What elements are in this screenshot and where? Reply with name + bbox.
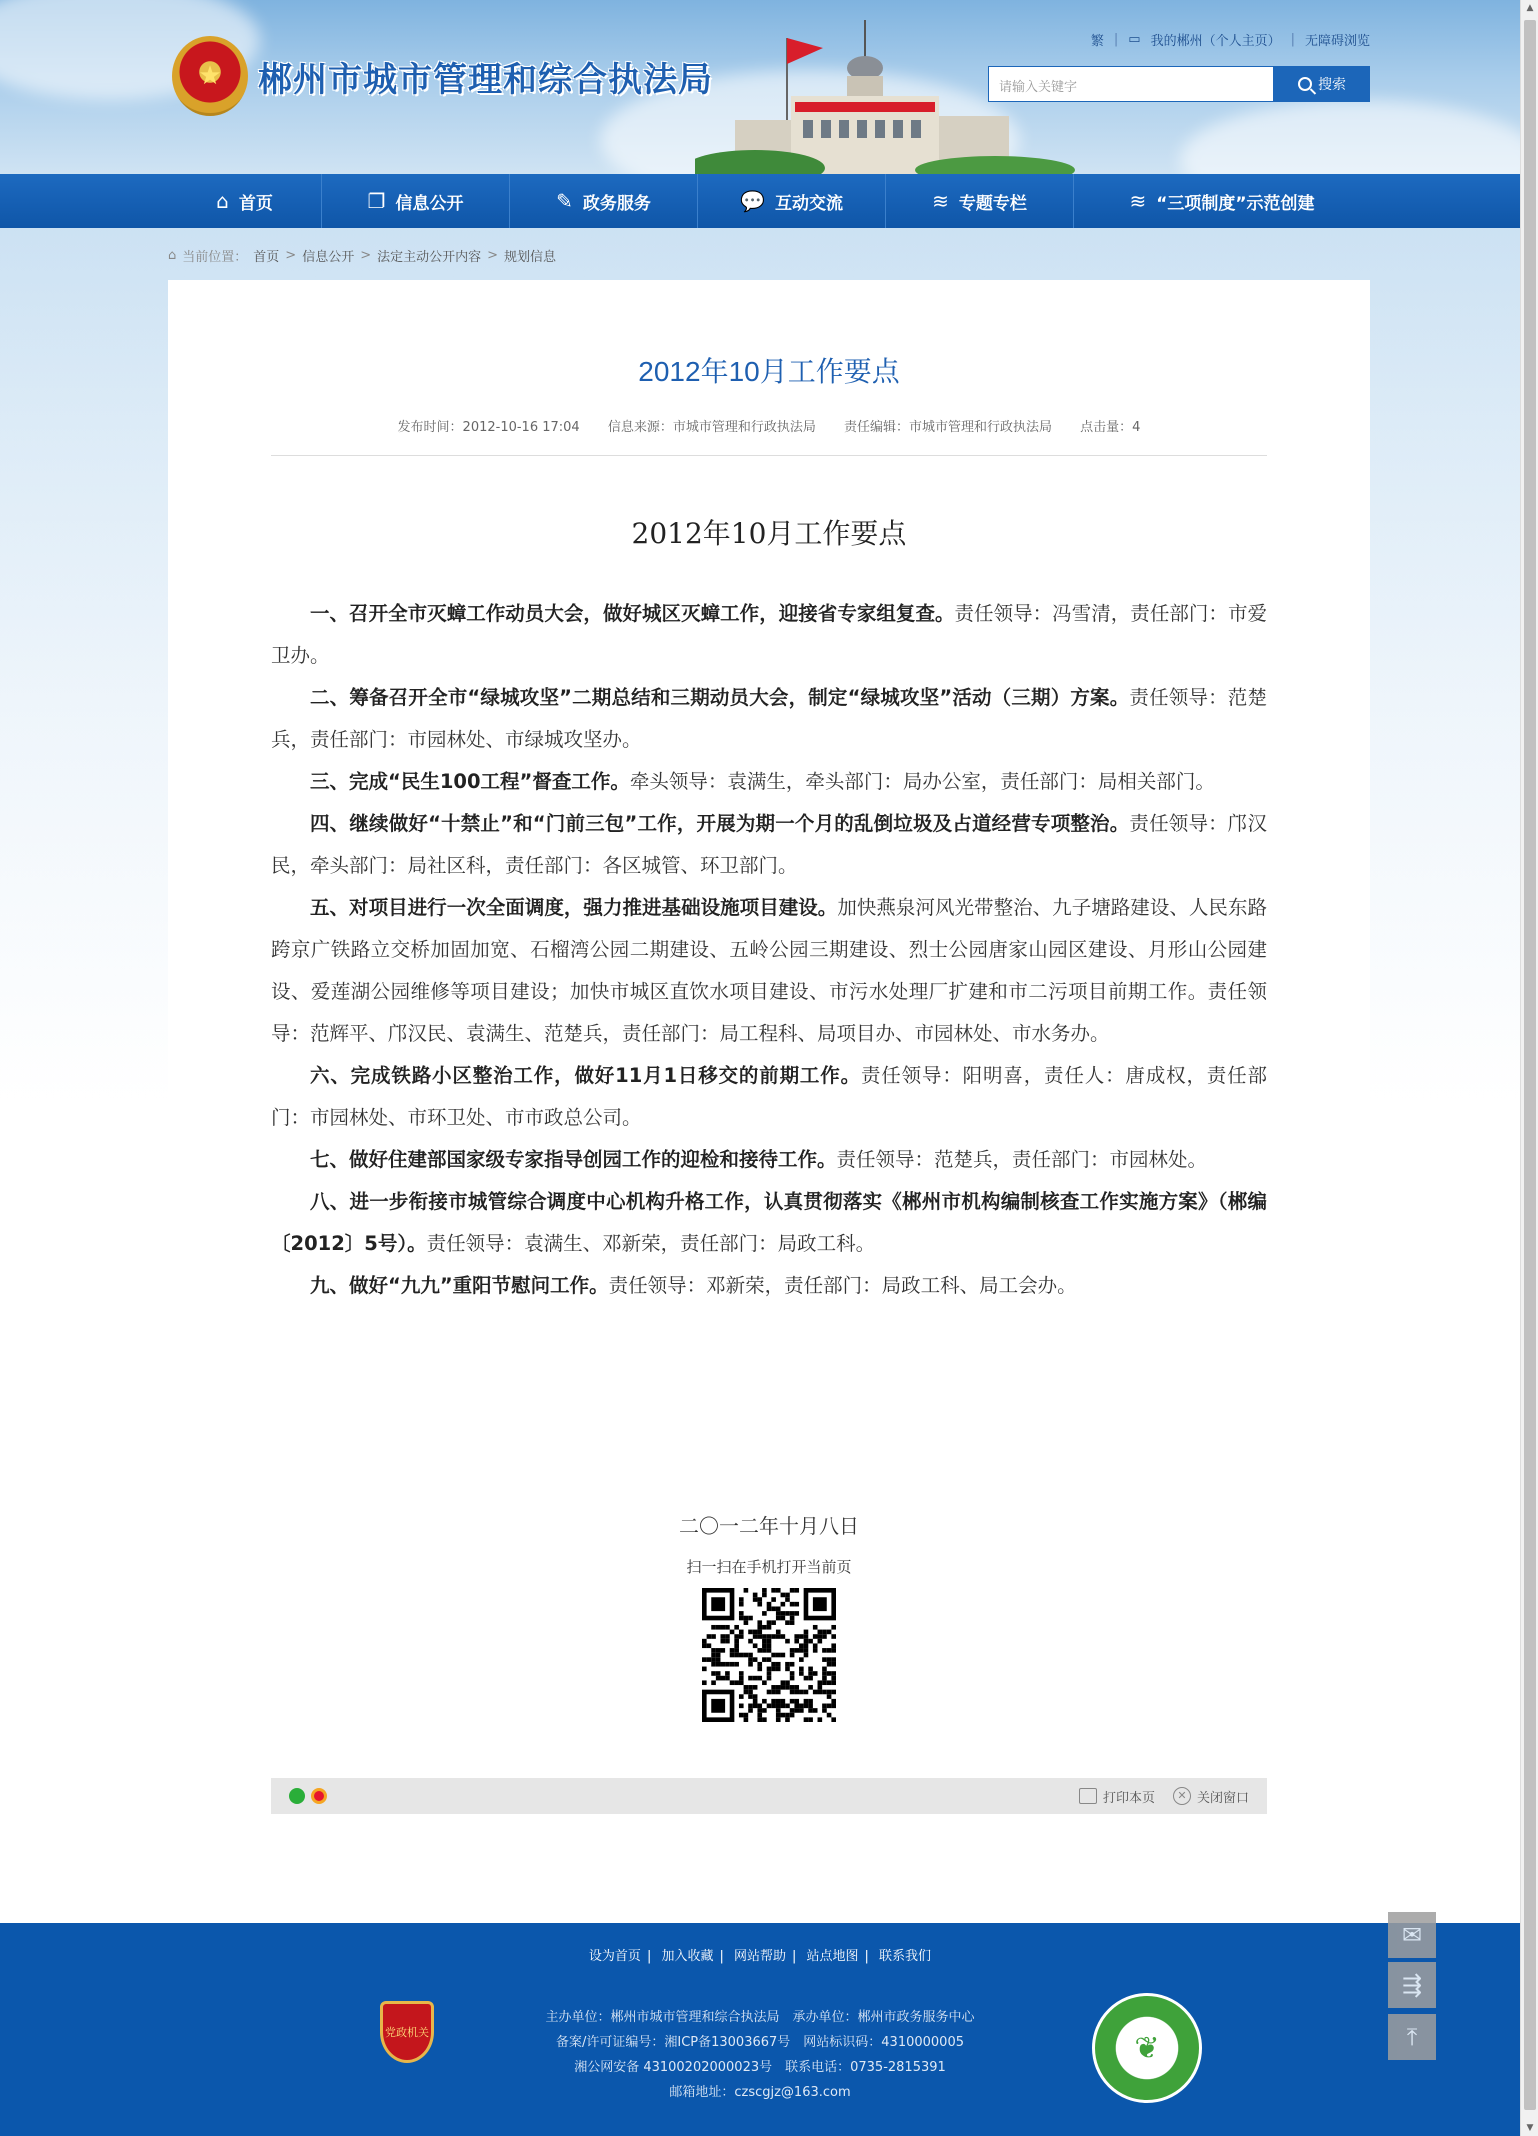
click-count: 点击量：4 (1080, 420, 1141, 435)
icp-info: 备案/许可证编号：湘ICP备13003667号 网站标识码：4310000005 (555, 2035, 964, 2050)
nav-home[interactable]: ⌂ 首页 (168, 174, 322, 228)
article-panel (168, 280, 1370, 1865)
my-homepage-link[interactable]: 我的郴州（个人主页） (1150, 34, 1281, 49)
share-toolbar (271, 1778, 1267, 1814)
article-meta (271, 416, 1267, 456)
scroll-up-arrow-icon[interactable]: ▲ (1526, 3, 1534, 13)
scroll-down-arrow-icon[interactable]: ▼ (1526, 2123, 1534, 2133)
nav-interaction[interactable]: 💬 互动交流 (698, 174, 886, 228)
article-body (271, 593, 1267, 1307)
publish-time: 发布时间：2012-10-16 17:04 (397, 420, 580, 435)
site-help-link[interactable]: 网站帮助 (733, 1949, 786, 1964)
paragraph: 九、做好“九九”重阳节慰问工作。责任领导：邓新荣，责任部门：局政工科、局工会办。 (310, 1274, 1077, 1297)
leaf-icon: ❦ (1134, 2030, 1160, 2066)
print-button[interactable]: 打印本页 (1079, 1787, 1155, 1806)
paragraph: 五、对项目进行一次全面调度，强力推进基础设施项目建设。加快燕泉河风光带整治、九子塘路建设、人民东路跨京广铁路立交桥加固加宽、石榴湾公园二期建设、五岭公园三期建设、烈士公园唐家山园区建设、月形山公园建设、爱莲湖公园维修等项目建设；加快市城区直饮水项目建设、市污水处理厂扩建和市二污项目前期工作。责任领导：范辉平、邝汉民、袁满生、范楚兵，责任部门：局工程科、局项目办、市园林处、市水务办。 (271, 896, 1267, 1045)
email-info: 邮箱地址：czscgjz@163.com (669, 2085, 851, 2100)
vertical-scrollbar[interactable] (1520, 0, 1538, 2136)
layers-icon: ≋ (932, 189, 949, 213)
close-icon: ✕ (1173, 1787, 1191, 1805)
contact-us-link[interactable]: 联系我们 (879, 1949, 932, 1964)
search-button[interactable]: 搜索 (1274, 66, 1370, 102)
nav-info-disclosure[interactable]: ❐ 信息公开 (322, 174, 510, 228)
printer-icon (1079, 1788, 1097, 1804)
party-government-badge[interactable]: 党政机关 (380, 2001, 434, 2063)
nav-special-topics[interactable]: ≋ 专题专栏 (886, 174, 1074, 228)
add-favorite-link[interactable]: 加入收藏 (661, 1949, 714, 1964)
monitor-icon: ▭ (1128, 32, 1141, 47)
top-links: 繁 | ▭ 我的郴州（个人主页） | 无障碍浏览 (1090, 32, 1370, 49)
scroll-thumb[interactable] (1524, 20, 1536, 2110)
breadcrumb-label: 当前位置： (182, 250, 248, 265)
paragraph: 二、筹备召开全市“绿城攻坚”二期总结和三期动员大会，制定“绿城攻坚”活动（三期）方案。责任领导：范楚兵，责任部门：市园林处、市绿城攻坚办。 (271, 686, 1267, 751)
edit-icon: ✎ (556, 189, 573, 213)
main-nav (0, 174, 1520, 228)
qr-label: 扫一扫在手机打开当前页 (686, 1558, 852, 1576)
sponsor-info: 主办单位：郴州市城市管理和综合执法局 承办单位：郴州市政务服务中心 (545, 2010, 975, 2025)
page-header (0, 0, 1520, 174)
info-source: 信息来源：市城市管理和行政执法局 (607, 420, 816, 435)
footer-info (0, 2005, 1520, 2105)
national-emblem-icon: ★ (172, 36, 248, 116)
article-title: 2012年10月工作要点 (638, 356, 900, 387)
share-float-button[interactable] (1388, 1962, 1436, 2008)
responsible-editor: 责任编辑：市城市管理和行政执法局 (844, 420, 1053, 435)
wechat-icon: ✉ (1401, 1921, 1423, 1949)
accessibility-link[interactable]: 无障碍浏览 (1304, 34, 1370, 49)
nav-three-systems[interactable]: ≋ “三项制度”示范创建 (1129, 189, 1315, 214)
share-icon: ⇶ (1401, 1971, 1423, 1999)
site-map-link[interactable]: 站点地图 (806, 1949, 859, 1964)
paragraph: 三、完成“民生100工程”督查工作。牵头领导：袁满生，牵头部门：局办公室，责任部门：局相关部门。 (310, 770, 1215, 793)
chat-icon: 💬 (740, 189, 765, 213)
civilized-city-badge[interactable] (1092, 1993, 1202, 2103)
traditional-chinese-link[interactable]: 繁 (1090, 34, 1104, 49)
layers-icon: ≋ (1129, 189, 1147, 213)
wechat-share-icon[interactable] (289, 1788, 305, 1804)
footer-links: 设为首页 | 加入收藏 | 网站帮助 | 站点地图 | 联系我们 (588, 1949, 932, 1964)
home-icon: ⌂ (216, 189, 229, 213)
breadcrumb: ⌂ 当前位置： 首页 > 信息公开 > 法定主动公开内容 > 规划信息 (168, 248, 557, 265)
paragraph: 八、进一步衔接市城管综合调度中心机构升格工作，认真贯彻落实《郴州市机构编制核查工作实施方案》（郴编〔2012〕5号）。责任领导：袁满生、邓新荣，责任部门：局政工科。 (271, 1190, 1267, 1255)
back-to-top-button[interactable] (1388, 2014, 1436, 2060)
close-window-button[interactable]: ✕ 关闭窗口 (1173, 1787, 1249, 1806)
back-to-top-icon: ⤒ (1406, 2023, 1418, 2051)
breadcrumb-item-statutory-content[interactable]: 法定主动公开内容 (377, 250, 482, 265)
breadcrumb-item-home[interactable]: 首页 (253, 250, 280, 265)
page-footer (0, 1923, 1520, 2136)
body-title: 2012年10月工作要点 (631, 517, 907, 550)
search-icon (1298, 77, 1312, 91)
police-record-info: 湘公网安备 43100202000023号 联系电话：0735-2815391 (574, 2060, 946, 2075)
paragraph: 七、做好住建部国家级专家指导创园工作的迎检和接待工作。责任领导：范楚兵，责任部门：市园林处。 (310, 1148, 1208, 1171)
qr-code-icon (702, 1588, 836, 1722)
paragraph: 一、召开全市灭蟑工作动员大会，做好城区灭蟑工作，迎接省专家组复查。责任领导：冯雪清，责任部门：市爱卫办。 (271, 602, 1267, 667)
search-input[interactable]: 请输入关键字 (988, 66, 1274, 102)
paragraph: 六、完成铁路小区整治工作，做好11月1日移交的前期工作。责任领导：阳明喜，责任人：唐成权，责任部门：市园林处、市环卫处、市市政总公司。 (271, 1064, 1267, 1129)
document-icon: ❐ (367, 189, 386, 213)
document-date: 二〇一二年十月八日 (679, 1514, 859, 1538)
home-icon: ⌂ (168, 248, 177, 263)
site-title: 郴州市城市管理和综合执法局 (258, 60, 713, 100)
set-homepage-link[interactable]: 设为首页 (588, 1949, 641, 1964)
breadcrumb-item-info-disclosure[interactable]: 信息公开 (302, 250, 355, 265)
breadcrumb-item-planning-info[interactable]: 规划信息 (504, 250, 557, 265)
nav-government-services[interactable]: ✎ 政务服务 (510, 174, 698, 228)
weibo-share-icon[interactable] (311, 1788, 327, 1804)
paragraph: 四、继续做好“十禁止”和“门前三包”工作，开展为期一个月的乱倒垃圾及占道经营专项整治。责任领导：邝汉民，牵头部门：局社区科，责任部门：各区城管、环卫部门。 (271, 812, 1267, 877)
wechat-float-button[interactable] (1388, 1912, 1436, 1958)
